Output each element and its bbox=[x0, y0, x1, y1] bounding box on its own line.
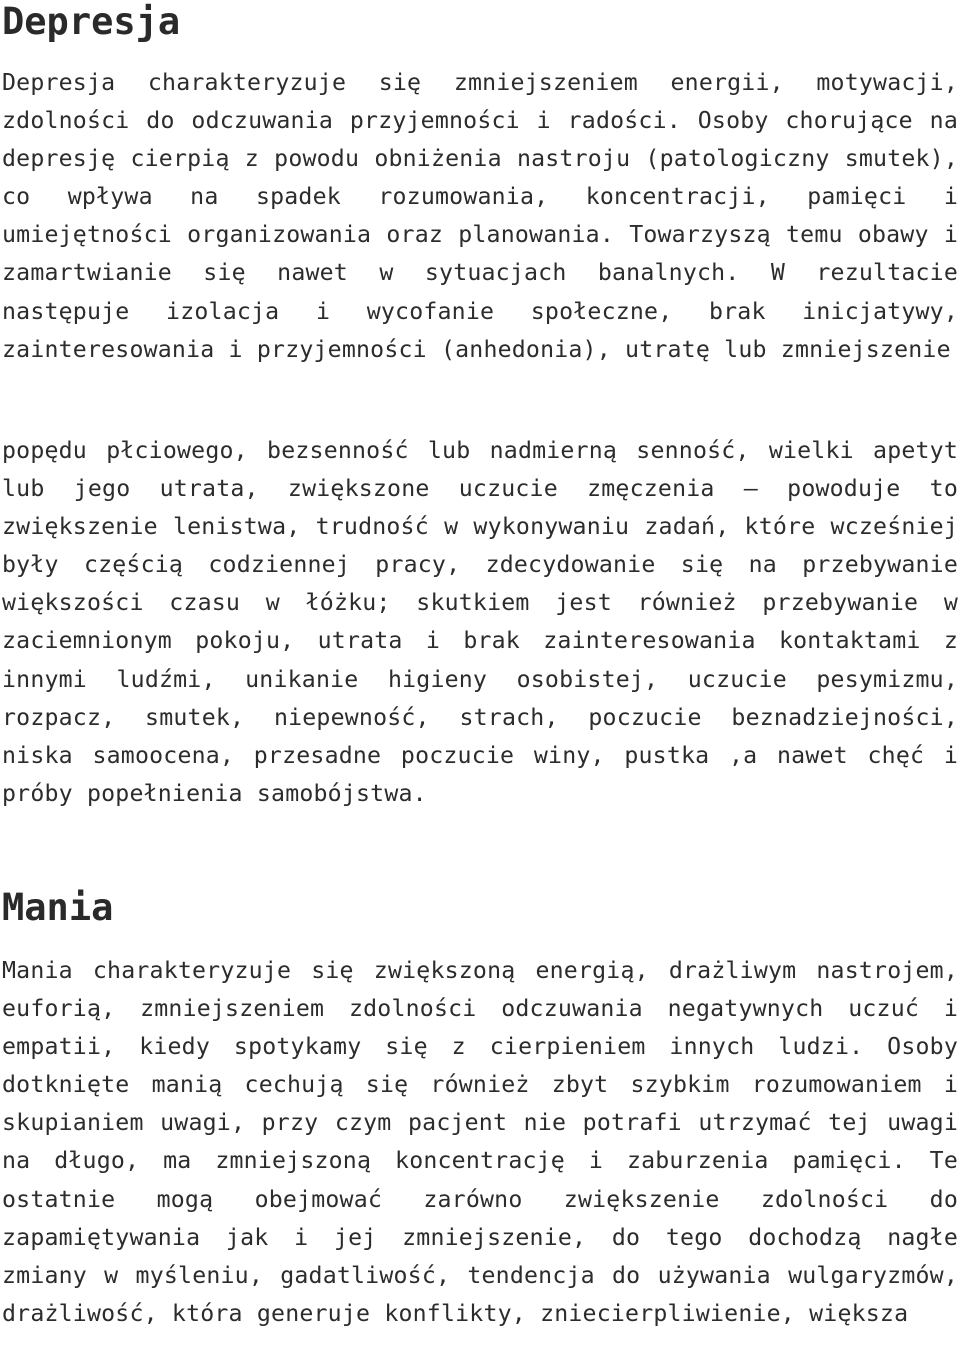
section-title-mania: Mania bbox=[2, 886, 114, 929]
paragraph-depresja-1: Depresja charakteryzuje się zmniejszeniem energii, motywacji, zdolności do odczuwania przyjemności i radości. Osoby chorujące na depresję cierpią z powodu obniżenia nastroju (patologiczny smutek), co wpływa na spadek rozumowania, koncentracji, pamięci i umiejętności organizowania oraz planowania. Towarzyszą temu obawy i zamartwianie się nawet w sytuacjach banalnych. W rezultacie następuje izolacja i wycofanie społeczne, brak inicjatywy, zainteresowania i przyjemności (anhedonia), utratę lub zmniejszenie bbox=[2, 69, 958, 363]
section-title-depresja: Depresja bbox=[2, 0, 181, 43]
paragraph-depresja-2: popędu płciowego, bezsenność lub nadmierną senność, wielki apetyt lub jego utrata, zwiększone uczucie zmęczenia – powoduje to zwiększenie lenistwa, trudność w wykonywaniu zadań, które wcześniej były częścią codziennej pracy, zdecydowanie się na przebywanie większości czasu w łóżku; skutkiem jest również przebywanie w zaciemnionym pokoju, utrata i brak zainteresowania kontaktami z innymi ludźmi, unikanie higieny osobistej, uczucie pesymizmu, rozpacz, smutek, niepewność, strach, poczucie beznadziejności, niska samoocena, przesadne poczucie winy, pustka ,a nawet chęć i próby popełnienia samobójstwa. bbox=[2, 437, 958, 807]
paragraph-mania-1: Mania charakteryzuje się zwiększoną energią, drażliwym nastrojem, euforią, zmniejszeniem zdolności odczuwania negatywnych uczuć i empatii, kiedy spotykamy się z cierpieniem innych ludzi. Osoby dotknięte manią cechują się również zbyt szybkim rozumowaniem i skupianiem uwagi, przy czym pacjent nie potrafi utrzymać tej uwagi na długo, ma zmniejszoną koncentrację i zaburzenia pamięci. Te ostatnie mogą obejmować zarówno zwiększenie zdolności do zapamiętywania jak i jej zmniejszenie, do tego dochodzą nagłe zmiany w myśleniu, gadatliwość, tendencja do używania wulgaryzmów, drażliwość, która generuje konflikty, zniecierpliwienie, większa bbox=[2, 957, 958, 1327]
